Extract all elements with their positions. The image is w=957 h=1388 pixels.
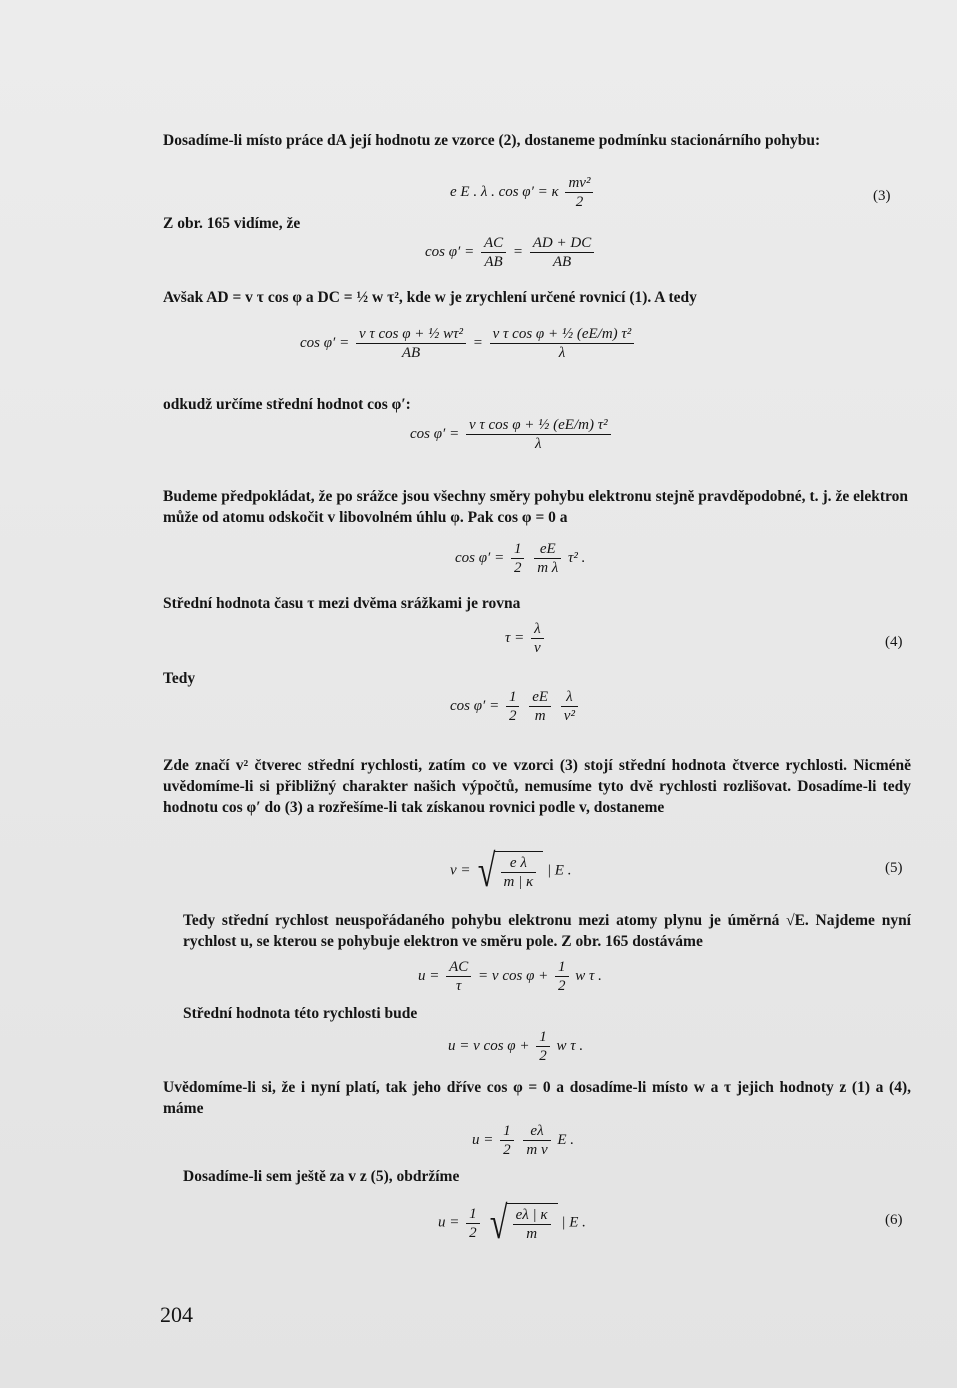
equation-u-1: u = $\frac{AC}{\tau}$ = v cos φ + $\frac{1}{2}$ w τ .	[418, 959, 602, 994]
equation-5: v = √ $\frac{\text{e λ}}{m | \kappa}$ | E .	[450, 845, 572, 896]
paragraph-8: Zde značí v² čtverec střední rychlosti, zatím co ve vzorci (3) stojí střední hodnota čtverce rychlosti. Nicméně uvědomíme-li si přibližný charakter našich výpočtů, nemusíme tyto dvě rychlosti rozlišovat. Dosadíme-li tedy hodnotu cos φ′ do (3) a rozřešíme-li tak získanou rovnici podle v, dostaneme	[163, 757, 911, 816]
equation-cos-2: cos φ′ = $\frac{\text{v τ cos φ + ½ wτ²}}{AB}$ = $\frac{\text{v τ cos φ + ½ (eE/m) τ²}}{\lambda}$	[300, 325, 637, 362]
equation-4: τ = $\frac{\lambda}{v}$	[505, 620, 547, 657]
equation-3: e E . λ . cos φ′ = κ $\frac{\text{mv²}}{2}$	[450, 174, 596, 211]
paragraph-1: Dosadíme-li místo práce dA její hodnotu ze vzorce (2), dostaneme podmínku stacionárního pohybu:	[163, 132, 821, 149]
equation-number-4: (4)	[885, 634, 903, 650]
equation-number-5: (5)	[885, 860, 903, 876]
paragraph-10: Střední hodnota této rychlosti bude	[183, 1005, 418, 1022]
paragraph-4: odkudž určíme střední hodnot cos φ′:	[163, 396, 411, 413]
paragraph-5: Budeme předpokládat, že po srážce jsou všechny směry pohybu elektronu stejně pravděpodobné, t. j. že elektron může od atomu odskočit v libovolném úhlu φ. Pak cos φ = 0 a	[163, 488, 908, 526]
equation-6: u = $\frac{1}{2}$ √ $\frac{e\lambda | \kappa}{m}$ | E .	[438, 1197, 586, 1248]
paragraph-2: Z obr. 165 vidíme, že	[163, 215, 301, 232]
paragraph-7: Tedy	[163, 670, 196, 687]
square-root-icon: √	[490, 1197, 508, 1248]
equation-tedy: cos φ′ = $\frac{1}{2}$ $\frac{eE}{m}$ $\frac{\lambda}{\text{v²}}$	[450, 688, 581, 725]
square-root-icon: √	[478, 845, 496, 896]
equation-number-6: (6)	[885, 1212, 903, 1228]
equation-cos-4: cos φ′ = $\frac{1}{2}$ $\frac{eE}{\text{m λ}}$ τ² .	[455, 541, 586, 576]
equation-u-3: u = $\frac{1}{2}$ $\frac{e\lambda}{\text{m v}}$ E .	[472, 1123, 575, 1158]
page-number: 204	[160, 1302, 193, 1327]
equation-cos-3: cos φ′ = $\frac{\text{v τ cos φ + ½ (eE/m) τ²}}{\lambda}$	[410, 416, 614, 453]
equation-u-2: u = v cos φ + $\frac{1}{2}$ w τ .	[448, 1029, 584, 1064]
paragraph-6: Střední hodnota času τ mezi dvěma srážkami je rovna	[163, 595, 521, 612]
paragraph-3: Avšak AD = v τ cos φ a DC = ½ w τ², kde w je zrychlení určené rovnicí (1). A tedy	[163, 289, 697, 306]
equation-cos-1: cos φ′ = $\frac{AC}{AB}$ = $\frac{AD + DC}{AB}$	[425, 234, 597, 271]
paragraph-11: Uvědomíme-li si, že i nyní platí, tak jeho dříve cos φ = 0 a dosadíme-li místo w a τ jejich hodnoty z (1) a (4), máme	[163, 1079, 911, 1117]
equation-number-3: (3)	[873, 188, 891, 204]
paragraph-9: Tedy střední rychlost neuspořádaného pohybu elektronu mezi atomy plynu je úměrná √E. Najdeme nyní rychlost u, se kterou se pohybuje elektron ve směru pole. Z obr. 165 dostáváme	[183, 912, 911, 950]
paragraph-12: Dosadíme-li sem ještě za v z (5), obdržíme	[183, 1168, 460, 1185]
